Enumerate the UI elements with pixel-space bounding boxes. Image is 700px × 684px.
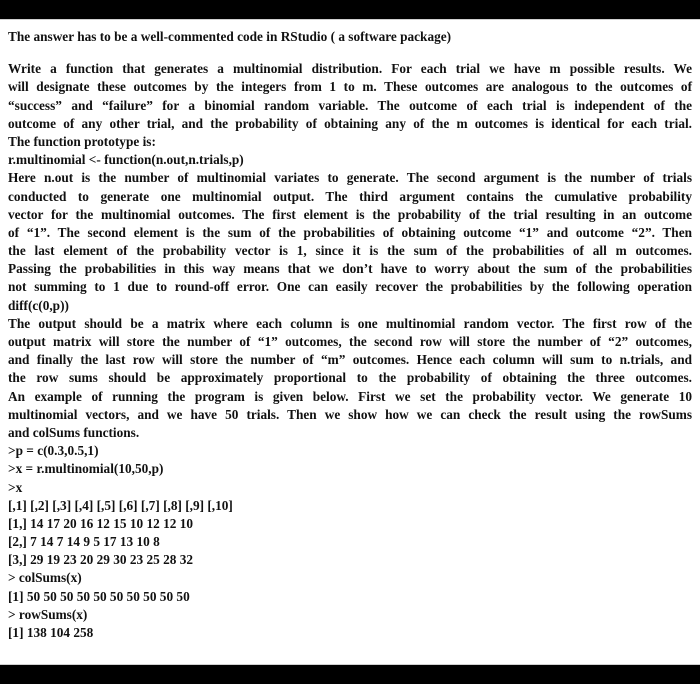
code-line: >x = r.multinomial(10,50,p)	[8, 461, 164, 477]
text-line: vector for the multinomial outcomes. The first element is the probability of the trial resulting in an outcome	[8, 206, 692, 222]
text-line: conducted to generate one multinomial output. The third argument contains the cumulative probability	[8, 188, 692, 204]
code-line: [,1] [,2] [,3] [,4] [,5] [,6] [,7] [,8] [,9] [,10]	[8, 497, 233, 513]
text-line: the row sums should be approximately proportional to the probability of obtaining the three outcomes.	[8, 370, 692, 386]
text-line: The function prototype is:	[8, 133, 156, 149]
document-page	[0, 19, 700, 665]
text-line: output matrix will store the number of “1” outcomes, the second row will store the number of “2” outcomes,	[8, 334, 692, 349]
document-text	[8, 28, 692, 642]
code-line: [1,] 14 17 20 16 12 15 10 12 12 10	[8, 515, 194, 531]
text-line: The output should be a matrix where each column is one multinomial random vector. The first row of the	[8, 315, 692, 331]
code-line: > rowSums(x)	[8, 606, 88, 622]
text-line: Passing the probabilities in this way means that we don’t have to worry about the sum of the probabilities	[8, 261, 692, 277]
text-line: and colSums functions.	[8, 424, 140, 440]
text-line: diff(c(0,p))	[8, 297, 69, 313]
text-line: of “1”. The second element is the sum of the probabilities of obtaining outcome “1” and outcome “2”. Then	[8, 224, 692, 240]
text-line: and finally the last row will store the number of “m” outcomes. Hence each column will sum to n.trials, and	[8, 352, 692, 368]
text-line: will designate these outcomes by the integers from 1 to m. These outcomes are analogous to the outcomes of	[8, 79, 692, 95]
code-line: [1] 50 50 50 50 50 50 50 50 50 50	[8, 588, 190, 604]
code-line: [2,] 7 14 7 14 9 5 17 13 10 8	[8, 534, 160, 550]
code-line: > colSums(x)	[8, 570, 82, 586]
code-line: [1] 138 104 258	[8, 625, 94, 640]
question-title: The answer has to be a well-commented code in RStudio ( a software package)	[8, 29, 452, 44]
text-line: An example of running the program is given below. First we set the probability vector. We generate 10	[8, 388, 692, 404]
text-line: not summing to 1 due to round-off error. One can easily recover the probabilities by the following operation	[8, 279, 692, 295]
code-line: [3,] 29 19 23 20 29 30 23 25 28 32	[8, 552, 194, 568]
function-prototype: r.multinomial <- function(n.out,n.trials,p)	[8, 152, 244, 168]
text-line: Write a function that generates a multinomial distribution. For each trial we have m possible results. We	[8, 61, 692, 77]
text-line: multinomial vectors, and we have 50 trials. Then we show how we can check the result using the rowSums	[8, 406, 692, 422]
text-line: the last element of the probability vector is 1, since it is the sum of the probabilities of all m outcomes.	[8, 243, 692, 259]
text-line: “success” and “failure” for a binomial random variable. The outcome of each trial is independent of the	[8, 97, 692, 113]
code-line: >x	[8, 479, 23, 495]
text-line: outcome of any other trial, and the probability of obtaining any of the m outcomes is identical for each trial.	[8, 115, 692, 131]
code-line: >p = c(0.3,0.5,1)	[8, 443, 99, 459]
text-line: Here n.out is the number of multinomial variates to generate. The second argument is the number of trials	[8, 170, 692, 186]
